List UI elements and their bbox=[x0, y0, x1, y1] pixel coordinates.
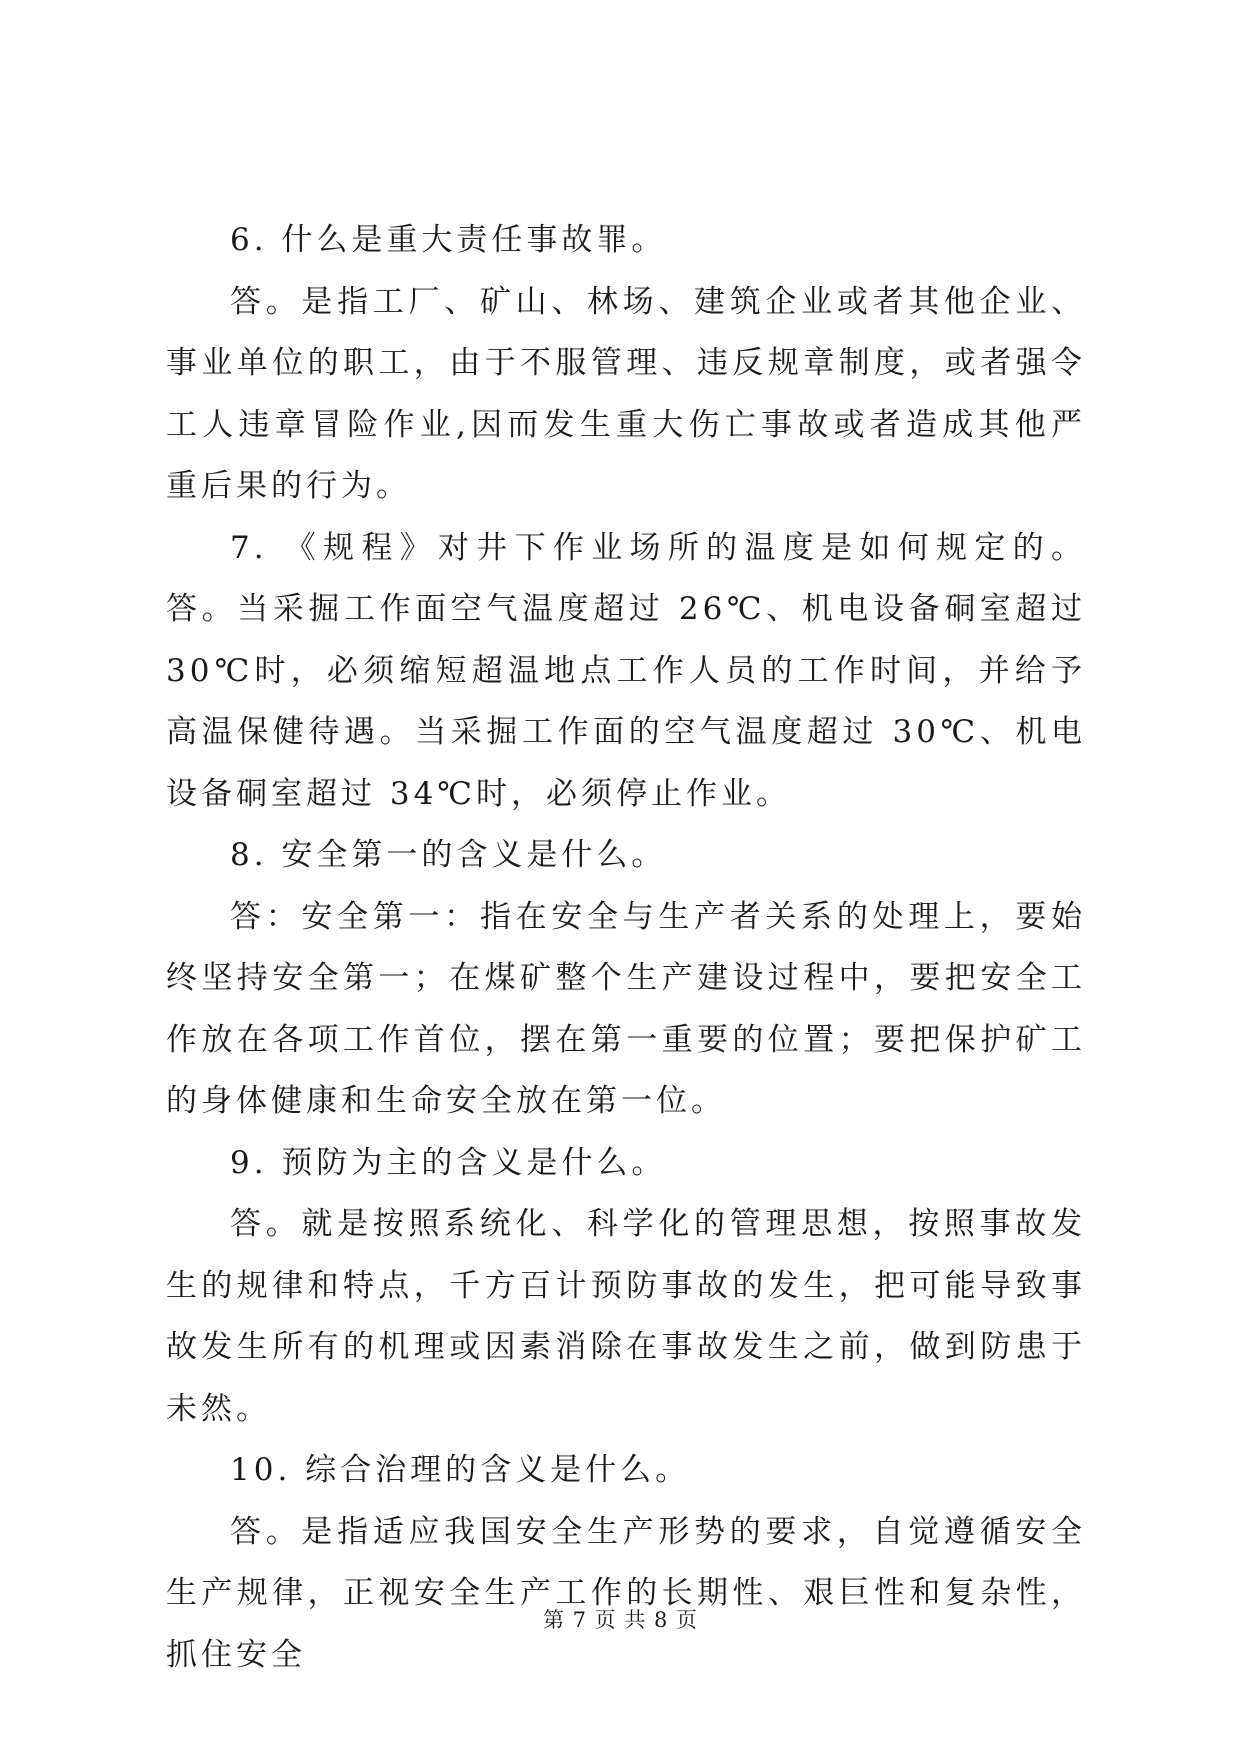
answer-10: 答。是指适应我国安全生产形势的要求，自觉遵循安全生产规律，正视安全生产工作的长期性、艰巨性和复杂性，抓住安全 bbox=[166, 1513, 1086, 1673]
page-number-footer: 第 7 页 共 8 页 bbox=[542, 1608, 699, 1632]
answer-8: 答：安全第一：指在安全与生产者关系的处理上，要始终坚持安全第一；在煤矿整个生产建设过程中，要把安全工作放在各项工作首位，摆在第一重要的位置；要把保护矿工的身体健康和生命安全放在第一位。 bbox=[166, 898, 1086, 1119]
question-9: 9. 预防为主的含义是什么。 bbox=[230, 1144, 667, 1181]
answer-6: 答。是指工厂、矿山、林场、建筑企业或者其他企业、事业单位的职工，由于不服管理、违反规章制度，或者强令工人违章冒险作业,因而发生重大伤亡事故或者造成其他严重后果的行为。 bbox=[166, 283, 1086, 504]
question-answer-7: 7. 《规程》对井下作业场所的温度是如何规定的。答。当采掘工作面空气温度超过 26℃、机电设备硐室超过 30℃时，必须缩短超温地点工作人员的工作时间，并给予高温保健待遇。当采掘工作面的空气温度超过 30℃、机电设备硐室超过 34℃时，必须停止作业。 bbox=[166, 529, 1086, 812]
question-8: 8. 安全第一的含义是什么。 bbox=[230, 837, 667, 873]
question-6: 6. 什么是重大责任事故罪。 bbox=[230, 222, 667, 258]
answer-9: 答。就是按照系统化、科学化的管理思想，按照事故发生的规律和特点，千方百计预防事故的发生，把可能导致事故发生所有的机理或因素消除在事故发生之前，做到防患于未然。 bbox=[166, 1206, 1086, 1427]
document-body bbox=[166, 210, 1086, 1686]
question-10: 10. 综合治理的含义是什么。 bbox=[230, 1452, 691, 1488]
